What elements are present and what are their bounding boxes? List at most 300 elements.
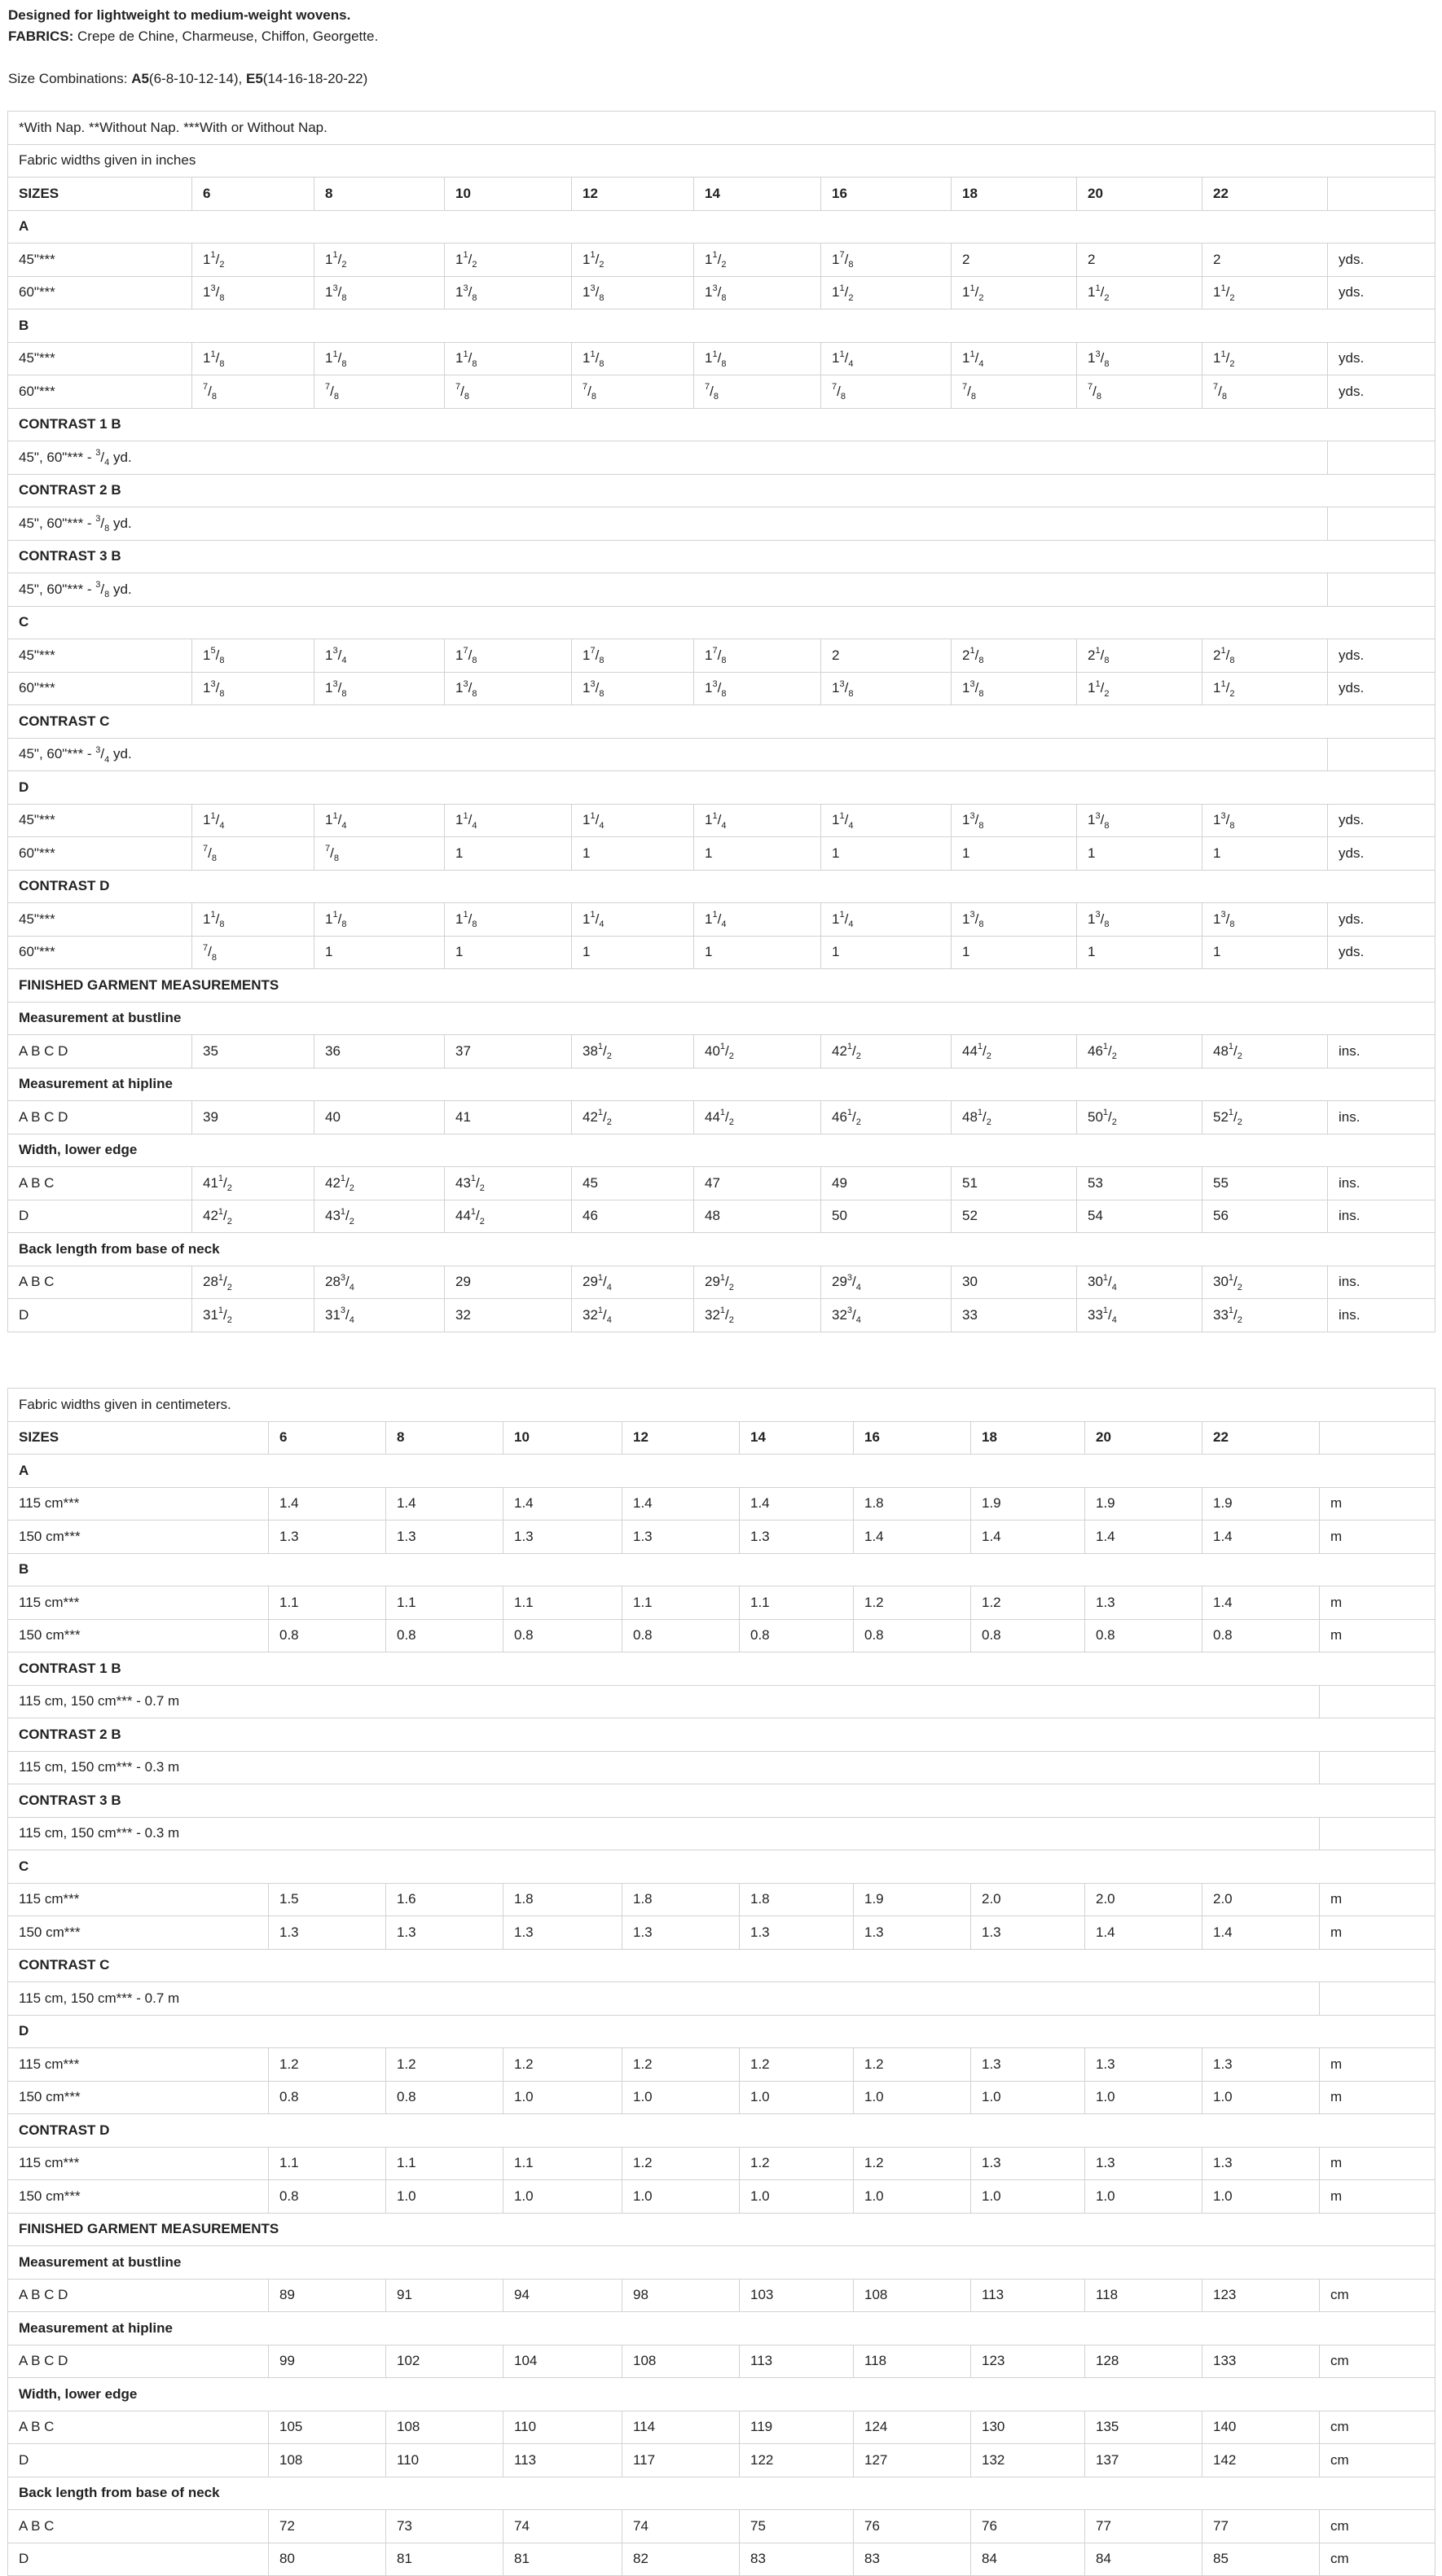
table-row-label: A B C D bbox=[8, 1035, 192, 1069]
table-note-row bbox=[8, 507, 1435, 541]
table-section-title: CONTRAST C bbox=[8, 705, 1435, 739]
table-header-cell: 22 bbox=[1202, 1421, 1320, 1455]
table-empty-cell bbox=[1320, 1817, 1435, 1850]
table-note-cell: 115 cm, 150 cm*** - 0.3 m bbox=[8, 1817, 1320, 1850]
table-cell: 51 bbox=[952, 1167, 1077, 1200]
table-cell: 0.8 bbox=[971, 1619, 1085, 1652]
table-cell: 1.3 bbox=[503, 1521, 622, 1554]
table-cell: $31^1/_2$ bbox=[192, 1299, 314, 1332]
table-section-row bbox=[8, 606, 1435, 639]
table-row-label: 115 cm*** bbox=[8, 1883, 269, 1916]
table-header-cell: 8 bbox=[314, 178, 445, 211]
table-unit-cell: m bbox=[1320, 1883, 1435, 1916]
table-cell: 47 bbox=[694, 1167, 821, 1200]
table-section-title: CONTRAST 2 B bbox=[8, 1718, 1435, 1752]
table-cell: $1^3/_8$ bbox=[314, 672, 445, 705]
table-cell: 1.9 bbox=[1085, 1487, 1202, 1521]
table-cell: $1^3/_8$ bbox=[314, 276, 445, 309]
table-cell: $42^1/_2$ bbox=[192, 1200, 314, 1233]
table-cell: 2 bbox=[952, 244, 1077, 277]
table-cell: $1^7/_8$ bbox=[821, 244, 952, 277]
table-header-cell: 16 bbox=[821, 178, 952, 211]
table-info-row bbox=[8, 1389, 1435, 1422]
table-cell: $1^3/_8$ bbox=[1202, 804, 1328, 837]
table-unit-cell: cm bbox=[1320, 2510, 1435, 2543]
table-cell: 1.1 bbox=[269, 2147, 386, 2180]
table-cell: $1^1/_2$ bbox=[1202, 342, 1328, 375]
table-cell: 89 bbox=[269, 2279, 386, 2312]
table-section-row bbox=[8, 1002, 1435, 1035]
table-cell: 45 bbox=[572, 1167, 694, 1200]
table-cell: 1.1 bbox=[503, 1586, 622, 1620]
table-cell: 72 bbox=[269, 2510, 386, 2543]
table-cell: 140 bbox=[1202, 2411, 1320, 2444]
table-cell: 110 bbox=[503, 2411, 622, 2444]
table-cell: $1^1/_4$ bbox=[821, 804, 952, 837]
table-cell: 1.3 bbox=[1202, 2147, 1320, 2180]
table-cell: 1 bbox=[1202, 837, 1328, 871]
table-row bbox=[8, 1916, 1435, 1950]
table-unit-cell: cm bbox=[1320, 2279, 1435, 2312]
table-section-title: B bbox=[8, 1553, 1435, 1586]
table-unit-cell: ins. bbox=[1328, 1200, 1435, 1233]
table-cell: 1.1 bbox=[386, 2147, 503, 2180]
table-cell: 76 bbox=[971, 2510, 1085, 2543]
table-cell: 1.3 bbox=[1085, 2048, 1202, 2082]
table-cell: 1.0 bbox=[1085, 2180, 1202, 2214]
table-cell: 0.8 bbox=[269, 2081, 386, 2114]
table-cell: 1.4 bbox=[269, 1487, 386, 1521]
table-cell: $1^1/_4$ bbox=[821, 903, 952, 937]
table-info-row bbox=[8, 112, 1435, 145]
table-row bbox=[8, 1299, 1435, 1332]
table-cell: $50^1/_2$ bbox=[1077, 1101, 1202, 1134]
table-row-label: 150 cm*** bbox=[8, 2180, 269, 2214]
table-cell: $1^1/_2$ bbox=[192, 244, 314, 277]
table-cell: 0.8 bbox=[269, 2180, 386, 2214]
table-row bbox=[8, 1101, 1435, 1134]
table-row bbox=[8, 1167, 1435, 1200]
table-section-row bbox=[8, 2114, 1435, 2148]
table-cell: $^7/_8$ bbox=[572, 375, 694, 409]
pattern-intro bbox=[8, 5, 1426, 90]
table-cell: $^7/_8$ bbox=[694, 375, 821, 409]
table-cell: 1.0 bbox=[740, 2081, 854, 2114]
table-cell: 0.8 bbox=[622, 1619, 740, 1652]
table-cell: 130 bbox=[971, 2411, 1085, 2444]
table-unit-cell: cm bbox=[1320, 2444, 1435, 2477]
table-header-cell: 12 bbox=[622, 1421, 740, 1455]
table-cell: 1.4 bbox=[503, 1487, 622, 1521]
table-row-label: 115 cm*** bbox=[8, 2147, 269, 2180]
table-row-label: D bbox=[8, 2543, 269, 2576]
table-cell: 1 bbox=[821, 837, 952, 871]
table-header-row bbox=[8, 178, 1435, 211]
table-cell: 1.3 bbox=[386, 1521, 503, 1554]
table-unit-cell: m bbox=[1320, 1521, 1435, 1554]
table-cell: 1.0 bbox=[854, 2081, 971, 2114]
table-cell: 1.0 bbox=[1085, 2081, 1202, 2114]
table-section-title: D bbox=[8, 2015, 1435, 2048]
table-cell: 1.3 bbox=[622, 1916, 740, 1950]
table-unit-cell: yds. bbox=[1328, 276, 1435, 309]
table-cell: 1.4 bbox=[1202, 1916, 1320, 1950]
table-cell: $^7/_8$ bbox=[192, 936, 314, 969]
table-cell: 1.3 bbox=[622, 1521, 740, 1554]
table-note-row bbox=[8, 1751, 1435, 1784]
table-cell: 33 bbox=[952, 1299, 1077, 1332]
table-section-row bbox=[8, 2213, 1435, 2246]
table-section-row bbox=[8, 1553, 1435, 1586]
table-unit-cell: yds. bbox=[1328, 244, 1435, 277]
table-cell: $^7/_8$ bbox=[1202, 375, 1328, 409]
table-cell: 1.3 bbox=[740, 1521, 854, 1554]
table-cell: $1^1/_2$ bbox=[952, 276, 1077, 309]
table-cell: $1^1/_4$ bbox=[952, 342, 1077, 375]
table-note-row bbox=[8, 738, 1435, 771]
table-unit-cell: m bbox=[1320, 2180, 1435, 2214]
table-cell: 30 bbox=[952, 1266, 1077, 1299]
table-cell: 2.0 bbox=[1085, 1883, 1202, 1916]
table-empty-cell bbox=[1328, 441, 1435, 475]
table-cell: 1 bbox=[1202, 936, 1328, 969]
table-row bbox=[8, 1266, 1435, 1299]
table-section-row bbox=[8, 1652, 1435, 1686]
table-section-row bbox=[8, 2015, 1435, 2048]
table-row-label: A B C bbox=[8, 1266, 192, 1299]
table-cell: $1^1/_2$ bbox=[1077, 276, 1202, 309]
table-section-title: A bbox=[8, 210, 1435, 244]
table-row-label: 60"*** bbox=[8, 276, 192, 309]
table-cell: $33^1/_4$ bbox=[1077, 1299, 1202, 1332]
table-section-row bbox=[8, 870, 1435, 903]
table-cell: 1.0 bbox=[971, 2180, 1085, 2214]
table-row bbox=[8, 903, 1435, 937]
table-cell: $42^1/_2$ bbox=[572, 1101, 694, 1134]
table-section-row bbox=[8, 1850, 1435, 1884]
table-section-title: Measurement at hipline bbox=[8, 1068, 1435, 1101]
table-header-cell: 14 bbox=[740, 1421, 854, 1455]
table-cell: 1.0 bbox=[971, 2081, 1085, 2114]
table-cell: 0.8 bbox=[740, 1619, 854, 1652]
table-unit-cell: yds. bbox=[1328, 672, 1435, 705]
table-section-title: CONTRAST 1 B bbox=[8, 408, 1435, 441]
table-header-cell: 20 bbox=[1077, 178, 1202, 211]
table-cell: 39 bbox=[192, 1101, 314, 1134]
table-cell: 1.3 bbox=[971, 1916, 1085, 1950]
table-cell: 1.3 bbox=[971, 2048, 1085, 2082]
table-header-cell: 10 bbox=[445, 178, 572, 211]
table-cell: 1 bbox=[314, 936, 445, 969]
table-row-label: A B C bbox=[8, 2510, 269, 2543]
table-section-row bbox=[8, 2378, 1435, 2411]
table-cell: 119 bbox=[740, 2411, 854, 2444]
table-row bbox=[8, 1619, 1435, 1652]
table-header-cell: 22 bbox=[1202, 178, 1328, 211]
table-cell: $29^3/_4$ bbox=[821, 1266, 952, 1299]
table-unit-cell: m bbox=[1320, 2081, 1435, 2114]
table-cell: 1.3 bbox=[503, 1916, 622, 1950]
table-cell: $46^1/_2$ bbox=[1077, 1035, 1202, 1069]
table-section-row bbox=[8, 1784, 1435, 1818]
table-header-cell: 8 bbox=[386, 1421, 503, 1455]
table-info-cell: *With Nap. **Without Nap. ***With or Without Nap. bbox=[8, 112, 1435, 145]
table-cell: 37 bbox=[445, 1035, 572, 1069]
table-cell: 1.3 bbox=[386, 1916, 503, 1950]
table-cell: 127 bbox=[854, 2444, 971, 2477]
table-row-label: 60"*** bbox=[8, 936, 192, 969]
table-cell: 124 bbox=[854, 2411, 971, 2444]
table-cell: 99 bbox=[269, 2345, 386, 2378]
table-cell: 35 bbox=[192, 1035, 314, 1069]
table-cell: $32^3/_4$ bbox=[821, 1299, 952, 1332]
table-row-label: D bbox=[8, 1299, 192, 1332]
table-cell: 1 bbox=[572, 936, 694, 969]
table-cell: 1.4 bbox=[622, 1487, 740, 1521]
table-cell: 1.4 bbox=[740, 1487, 854, 1521]
table-cell: 1.4 bbox=[1085, 1521, 1202, 1554]
table-row-label: 150 cm*** bbox=[8, 2081, 269, 2114]
table-cell: $1^7/_8$ bbox=[445, 639, 572, 673]
table-row bbox=[8, 672, 1435, 705]
table-cell: 2 bbox=[1202, 244, 1328, 277]
table-row-label: 150 cm*** bbox=[8, 1916, 269, 1950]
table-cell: $31^3/_4$ bbox=[314, 1299, 445, 1332]
table-row bbox=[8, 2444, 1435, 2477]
table-cell: 1.9 bbox=[854, 1883, 971, 1916]
table-cell: 76 bbox=[854, 2510, 971, 2543]
table-cell: $1^1/_2$ bbox=[445, 244, 572, 277]
table-row-label: 150 cm*** bbox=[8, 1619, 269, 1652]
table-info-row bbox=[8, 144, 1435, 178]
table-cell: 133 bbox=[1202, 2345, 1320, 2378]
table-unit-cell: yds. bbox=[1328, 804, 1435, 837]
table-cell: 1.0 bbox=[740, 2180, 854, 2214]
table-cell: 32 bbox=[445, 1299, 572, 1332]
table-cell: 0.8 bbox=[269, 1619, 386, 1652]
table-cell: $1^3/_8$ bbox=[952, 804, 1077, 837]
table-row-label: A B C bbox=[8, 2411, 269, 2444]
yardage-table-inches bbox=[7, 111, 1435, 1332]
table-note-cell: 115 cm, 150 cm*** - 0.7 m bbox=[8, 1685, 1320, 1718]
table-cell: 73 bbox=[386, 2510, 503, 2543]
table-cell: 1.3 bbox=[269, 1916, 386, 1950]
table-cell: 1.3 bbox=[854, 1916, 971, 1950]
table-cell: $1^1/_8$ bbox=[314, 342, 445, 375]
table-row-label: A B C bbox=[8, 1167, 192, 1200]
table-cell: 74 bbox=[622, 2510, 740, 2543]
table-cell: 110 bbox=[386, 2444, 503, 2477]
table-cell: 1.1 bbox=[622, 1586, 740, 1620]
table-empty-cell bbox=[1328, 573, 1435, 607]
table-cell: $^7/_8$ bbox=[192, 837, 314, 871]
table-cell: $2^1/_8$ bbox=[952, 639, 1077, 673]
table-header-cell: 20 bbox=[1085, 1421, 1202, 1455]
table-cell: $30^1/_2$ bbox=[1202, 1266, 1328, 1299]
table-row-label: 45"*** bbox=[8, 639, 192, 673]
table-cell: 135 bbox=[1085, 2411, 1202, 2444]
table-cell: $^7/_8$ bbox=[952, 375, 1077, 409]
table-cell: 1.0 bbox=[622, 2180, 740, 2214]
table-cell: 1.4 bbox=[1202, 1586, 1320, 1620]
table-row bbox=[8, 244, 1435, 277]
table-cell: 1.2 bbox=[740, 2048, 854, 2082]
table-cell: $28^3/_4$ bbox=[314, 1266, 445, 1299]
table-row-label: 115 cm*** bbox=[8, 2048, 269, 2082]
table-cell: 1.1 bbox=[269, 1586, 386, 1620]
table-cell: $1^1/_2$ bbox=[694, 244, 821, 277]
table-cell: $42^1/_2$ bbox=[821, 1035, 952, 1069]
table-empty-cell bbox=[1328, 507, 1435, 541]
table-unit-cell: yds. bbox=[1328, 375, 1435, 409]
table-cell: 55 bbox=[1202, 1167, 1328, 1200]
table-row-label: 45"*** bbox=[8, 244, 192, 277]
table-cell: $1^3/_8$ bbox=[952, 903, 1077, 937]
table-row bbox=[8, 2411, 1435, 2444]
table-cell: 113 bbox=[503, 2444, 622, 2477]
table-row bbox=[8, 2510, 1435, 2543]
table-cell: 1.2 bbox=[971, 1586, 1085, 1620]
table-section-title: Measurement at hipline bbox=[8, 2312, 1435, 2346]
table-section-title: CONTRAST D bbox=[8, 2114, 1435, 2148]
table-row bbox=[8, 1883, 1435, 1916]
table-cell: 105 bbox=[269, 2411, 386, 2444]
table-row-label: D bbox=[8, 2444, 269, 2477]
table-cell: $1^3/_8$ bbox=[572, 276, 694, 309]
table-section-row bbox=[8, 1455, 1435, 1488]
table-unit-cell: yds. bbox=[1328, 903, 1435, 937]
table-section-row bbox=[8, 1134, 1435, 1167]
table-section-row bbox=[8, 2312, 1435, 2346]
table-row-label: 150 cm*** bbox=[8, 1521, 269, 1554]
table-cell: 1.2 bbox=[740, 2147, 854, 2180]
table-cell: 1 bbox=[952, 936, 1077, 969]
table-note-row bbox=[8, 1817, 1435, 1850]
table-cell: $29^1/_4$ bbox=[572, 1266, 694, 1299]
table-header-cell: 18 bbox=[971, 1421, 1085, 1455]
table-cell: 118 bbox=[854, 2345, 971, 2378]
table-row bbox=[8, 2180, 1435, 2214]
table-unit-cell: m bbox=[1320, 1916, 1435, 1950]
intro-size-combinations: Size Combinations: A5(6-8-10-12-14), E5(14-16-18-20-22) bbox=[8, 71, 368, 86]
table-section-title: FINISHED GARMENT MEASUREMENTS bbox=[8, 2213, 1435, 2246]
table-cell: $^7/_8$ bbox=[1077, 375, 1202, 409]
table-cell: $1^3/_8$ bbox=[1202, 903, 1328, 937]
table-cell: $1^3/_8$ bbox=[694, 672, 821, 705]
table-cell: $1^1/_4$ bbox=[821, 342, 952, 375]
table-cell: $1^5/_8$ bbox=[192, 639, 314, 673]
table-cell: 1.4 bbox=[1202, 1521, 1320, 1554]
table-unit-cell: m bbox=[1320, 2048, 1435, 2082]
table-row-label: 45"*** bbox=[8, 903, 192, 937]
table-unit-cell: ins. bbox=[1328, 1299, 1435, 1332]
table-cell: 102 bbox=[386, 2345, 503, 2378]
table-cell: 123 bbox=[971, 2345, 1085, 2378]
table-section-title: Back length from base of neck bbox=[8, 2477, 1435, 2510]
table-cell: 1 bbox=[445, 936, 572, 969]
table-unit-cell: cm bbox=[1320, 2411, 1435, 2444]
table-cell: 0.8 bbox=[503, 1619, 622, 1652]
table-unit-cell: ins. bbox=[1328, 1167, 1435, 1200]
table-cell: 117 bbox=[622, 2444, 740, 2477]
table-cell: $42^1/_2$ bbox=[314, 1167, 445, 1200]
table-section-row bbox=[8, 771, 1435, 805]
table-row bbox=[8, 2048, 1435, 2082]
table-cell: $32^1/_4$ bbox=[572, 1299, 694, 1332]
table-cell: 84 bbox=[971, 2543, 1085, 2576]
table-cell: 1.2 bbox=[622, 2147, 740, 2180]
table-cell: 108 bbox=[622, 2345, 740, 2378]
table-cell: $1^3/_8$ bbox=[1077, 342, 1202, 375]
table-cell: $28^1/_2$ bbox=[192, 1266, 314, 1299]
table-cell: $1^3/_8$ bbox=[694, 276, 821, 309]
table-cell: 104 bbox=[503, 2345, 622, 2378]
table-section-row bbox=[8, 540, 1435, 573]
table-cell: 80 bbox=[269, 2543, 386, 2576]
table-cell: 0.8 bbox=[386, 1619, 503, 1652]
table-cell: $1^1/_8$ bbox=[572, 342, 694, 375]
table-cell: 1 bbox=[572, 837, 694, 871]
table-section-title: Measurement at bustline bbox=[8, 1002, 1435, 1035]
table-cell: 1.0 bbox=[386, 2180, 503, 2214]
table-cell: $^7/_8$ bbox=[314, 375, 445, 409]
table-cell: $1^3/_8$ bbox=[572, 672, 694, 705]
table-cell: $1^1/_2$ bbox=[572, 244, 694, 277]
table-cell: $46^1/_2$ bbox=[821, 1101, 952, 1134]
table-unit-cell: cm bbox=[1320, 2345, 1435, 2378]
table-cell: 1.3 bbox=[740, 1916, 854, 1950]
table-cell: 1.2 bbox=[269, 2048, 386, 2082]
table-cell: 103 bbox=[740, 2279, 854, 2312]
table-cell: 1.5 bbox=[269, 1883, 386, 1916]
table-cell: $1^1/_8$ bbox=[445, 903, 572, 937]
table-unit-cell: m bbox=[1320, 1586, 1435, 1620]
table-row bbox=[8, 375, 1435, 409]
table-note-cell: 45", 60"*** - $^3/_8$ yd. bbox=[8, 507, 1328, 541]
table-cell: 83 bbox=[740, 2543, 854, 2576]
table-cell: 1.3 bbox=[1085, 1586, 1202, 1620]
table-cell: $1^3/_8$ bbox=[1077, 804, 1202, 837]
table-cell: 2.0 bbox=[1202, 1883, 1320, 1916]
table-cell: $1^3/_8$ bbox=[445, 672, 572, 705]
table-row-label: 60"*** bbox=[8, 375, 192, 409]
table-cell: 1.2 bbox=[386, 2048, 503, 2082]
table-cell: $^7/_8$ bbox=[192, 375, 314, 409]
table-section-title: Width, lower edge bbox=[8, 2378, 1435, 2411]
table-cell: 1.3 bbox=[1202, 2048, 1320, 2082]
table-cell: 1.4 bbox=[1085, 1916, 1202, 1950]
table-row bbox=[8, 639, 1435, 673]
table-cell: 2 bbox=[1077, 244, 1202, 277]
table-cell: $32^1/_2$ bbox=[694, 1299, 821, 1332]
table-cell: 81 bbox=[503, 2543, 622, 2576]
table-cell: 1.3 bbox=[971, 2147, 1085, 2180]
table-section-row bbox=[8, 2477, 1435, 2510]
table-cell: 56 bbox=[1202, 1200, 1328, 1233]
table-cell: $2^1/_8$ bbox=[1202, 639, 1328, 673]
table-cell: 81 bbox=[386, 2543, 503, 2576]
table-section-title: FINISHED GARMENT MEASUREMENTS bbox=[8, 969, 1435, 1003]
table-cell: 85 bbox=[1202, 2543, 1320, 2576]
table-cell: 1 bbox=[445, 837, 572, 871]
table-cell: $44^1/_2$ bbox=[952, 1035, 1077, 1069]
table-section-row bbox=[8, 408, 1435, 441]
table-cell: $41^1/_2$ bbox=[192, 1167, 314, 1200]
table-row bbox=[8, 1035, 1435, 1069]
table-section-row bbox=[8, 474, 1435, 507]
table-unit-cell: yds. bbox=[1328, 342, 1435, 375]
table-cell: 40 bbox=[314, 1101, 445, 1134]
